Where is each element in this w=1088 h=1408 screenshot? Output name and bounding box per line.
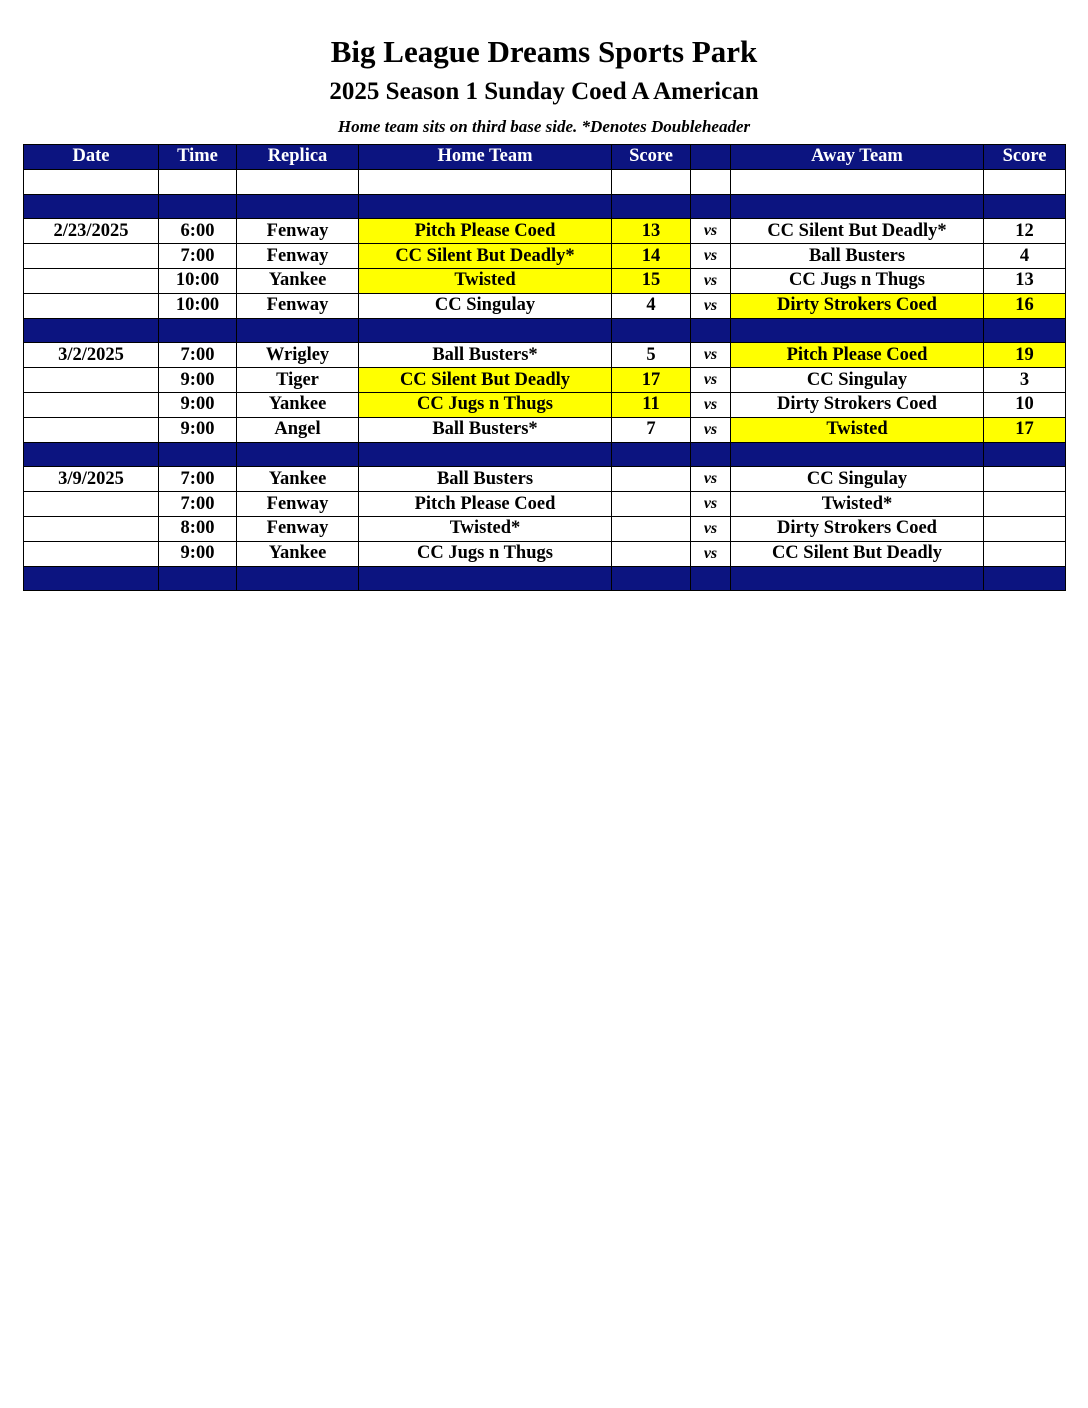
replica-cell: Fenway (237, 293, 359, 318)
away-score-cell: 19 (984, 343, 1066, 368)
empty-cell (691, 169, 731, 194)
home-team-cell: Ball Busters* (359, 417, 612, 442)
home-score-cell (612, 541, 691, 566)
away-score-cell (984, 492, 1066, 517)
game-row (24, 516, 1066, 541)
page-subtitle: 2025 Season 1 Sunday Coed A American (329, 78, 759, 105)
vs-label: vs (691, 343, 731, 368)
home-team-cell: Ball Busters* (359, 343, 612, 368)
vs-label: vs (691, 219, 731, 244)
replica-cell: Fenway (237, 516, 359, 541)
separator-row (24, 566, 1066, 591)
vs-label: vs (691, 516, 731, 541)
empty-cell (984, 169, 1066, 194)
away-team-cell: Ball Busters (731, 244, 984, 269)
empty-cell (159, 442, 237, 467)
away-team-cell: CC Jugs n Thugs (731, 268, 984, 293)
home-score-cell: 17 (612, 368, 691, 393)
empty-cell (359, 169, 612, 194)
home-team-cell: Ball Busters (359, 467, 612, 492)
empty-cell (237, 194, 359, 219)
column-header-date: Date (24, 145, 159, 170)
empty-cell (24, 318, 159, 343)
empty-cell (731, 194, 984, 219)
date-cell: 3/2/2025 (24, 343, 159, 368)
empty-cell (612, 194, 691, 219)
home-score-cell: 11 (612, 392, 691, 417)
separator-row (24, 194, 1066, 219)
empty-cell (237, 566, 359, 591)
home-team-cell: Twisted* (359, 516, 612, 541)
away-team-cell: Pitch Please Coed (731, 343, 984, 368)
home-score-cell (612, 467, 691, 492)
away-team-cell: CC Singulay (731, 467, 984, 492)
home-team-cell: CC Jugs n Thugs (359, 541, 612, 566)
empty-cell (612, 566, 691, 591)
away-score-cell: 10 (984, 392, 1066, 417)
schedule-body (24, 169, 1066, 591)
vs-label: vs (691, 368, 731, 393)
game-row (24, 467, 1066, 492)
replica-cell: Fenway (237, 244, 359, 269)
empty-cell (237, 169, 359, 194)
vs-label: vs (691, 417, 731, 442)
away-team-cell: Dirty Strokers Coed (731, 293, 984, 318)
column-header-replica: Replica (237, 145, 359, 170)
away-score-cell (984, 467, 1066, 492)
empty-cell (159, 566, 237, 591)
time-cell: 9:00 (159, 417, 237, 442)
date-cell (24, 368, 159, 393)
home-team-cell: CC Silent But Deadly (359, 368, 612, 393)
away-score-cell (984, 541, 1066, 566)
empty-cell (691, 318, 731, 343)
empty-cell (691, 442, 731, 467)
home-team-cell: CC Jugs n Thugs (359, 392, 612, 417)
away-score-cell: 12 (984, 219, 1066, 244)
replica-cell: Yankee (237, 541, 359, 566)
game-row (24, 343, 1066, 368)
blank-row (24, 169, 1066, 194)
away-team-cell: Dirty Strokers Coed (731, 516, 984, 541)
vs-label: vs (691, 268, 731, 293)
time-cell: 7:00 (159, 492, 237, 517)
column-header-away-score: Score (984, 145, 1066, 170)
away-team-cell: Twisted (731, 417, 984, 442)
empty-cell (731, 442, 984, 467)
empty-cell (359, 442, 612, 467)
separator-row (24, 442, 1066, 467)
time-cell: 10:00 (159, 268, 237, 293)
date-cell: 3/9/2025 (24, 467, 159, 492)
home-team-cell: CC Silent But Deadly* (359, 244, 612, 269)
away-team-cell: Twisted* (731, 492, 984, 517)
home-score-cell: 13 (612, 219, 691, 244)
empty-cell (24, 566, 159, 591)
home-score-cell: 4 (612, 293, 691, 318)
empty-cell (731, 169, 984, 194)
empty-cell (359, 566, 612, 591)
away-team-cell: CC Singulay (731, 368, 984, 393)
home-score-cell: 15 (612, 268, 691, 293)
home-score-cell (612, 492, 691, 517)
game-row (24, 492, 1066, 517)
empty-cell (691, 194, 731, 219)
game-row (24, 219, 1066, 244)
home-score-cell: 14 (612, 244, 691, 269)
separator-row (24, 318, 1066, 343)
empty-cell (24, 169, 159, 194)
away-score-cell: 13 (984, 268, 1066, 293)
empty-cell (24, 194, 159, 219)
away-score-cell: 4 (984, 244, 1066, 269)
time-cell: 9:00 (159, 541, 237, 566)
replica-cell: Fenway (237, 219, 359, 244)
date-cell (24, 293, 159, 318)
vs-label: vs (691, 293, 731, 318)
empty-cell (159, 194, 237, 219)
time-cell: 10:00 (159, 293, 237, 318)
home-score-cell: 5 (612, 343, 691, 368)
replica-cell: Tiger (237, 368, 359, 393)
replica-cell: Yankee (237, 467, 359, 492)
game-row (24, 541, 1066, 566)
column-header-away-team: Away Team (731, 145, 984, 170)
date-cell (24, 541, 159, 566)
empty-cell (359, 318, 612, 343)
away-score-cell (984, 516, 1066, 541)
vs-label: vs (691, 392, 731, 417)
away-team-cell: Dirty Strokers Coed (731, 392, 984, 417)
home-team-cell: Pitch Please Coed (359, 219, 612, 244)
empty-cell (612, 442, 691, 467)
date-cell (24, 244, 159, 269)
replica-cell: Angel (237, 417, 359, 442)
home-team-cell: Twisted (359, 268, 612, 293)
empty-cell (237, 318, 359, 343)
empty-cell (24, 442, 159, 467)
empty-cell (237, 442, 359, 467)
time-cell: 9:00 (159, 368, 237, 393)
away-team-cell: CC Silent But Deadly* (731, 219, 984, 244)
time-cell: 8:00 (159, 516, 237, 541)
away-score-cell: 3 (984, 368, 1066, 393)
game-row (24, 293, 1066, 318)
header-row (24, 145, 1066, 170)
home-team-cell: CC Singulay (359, 293, 612, 318)
home-score-cell (612, 516, 691, 541)
home-score-cell: 7 (612, 417, 691, 442)
time-cell: 7:00 (159, 467, 237, 492)
away-team-cell: CC Silent But Deadly (731, 541, 984, 566)
home-team-cell: Pitch Please Coed (359, 492, 612, 517)
vs-label: vs (691, 467, 731, 492)
vs-label: vs (691, 541, 731, 566)
empty-cell (359, 194, 612, 219)
vs-label: vs (691, 244, 731, 269)
replica-cell: Fenway (237, 492, 359, 517)
schedule-table (23, 144, 1066, 591)
time-cell: 7:00 (159, 343, 237, 368)
empty-cell (984, 442, 1066, 467)
date-cell (24, 516, 159, 541)
replica-cell: Wrigley (237, 343, 359, 368)
replica-cell: Yankee (237, 268, 359, 293)
vs-label: vs (691, 492, 731, 517)
column-header-vs (691, 145, 731, 170)
away-score-cell: 16 (984, 293, 1066, 318)
empty-cell (984, 566, 1066, 591)
empty-cell (984, 318, 1066, 343)
date-cell (24, 492, 159, 517)
away-score-cell: 17 (984, 417, 1066, 442)
game-row (24, 268, 1066, 293)
empty-cell (612, 318, 691, 343)
date-cell (24, 268, 159, 293)
empty-cell (159, 318, 237, 343)
empty-cell (731, 318, 984, 343)
empty-cell (731, 566, 984, 591)
empty-cell (159, 169, 237, 194)
empty-cell (612, 169, 691, 194)
schedule-note: Home team sits on third base side. *Denotes Doubleheader (337, 117, 751, 136)
game-row (24, 417, 1066, 442)
replica-cell: Yankee (237, 392, 359, 417)
empty-cell (691, 566, 731, 591)
game-row (24, 392, 1066, 417)
column-header-home-team: Home Team (359, 145, 612, 170)
empty-cell (984, 194, 1066, 219)
column-header-home-score: Score (612, 145, 691, 170)
column-header-time: Time (159, 145, 237, 170)
date-cell (24, 392, 159, 417)
time-cell: 6:00 (159, 219, 237, 244)
game-row (24, 244, 1066, 269)
date-cell: 2/23/2025 (24, 219, 159, 244)
time-cell: 7:00 (159, 244, 237, 269)
page-title: Big League Dreams Sports Park (330, 34, 758, 69)
date-cell (24, 417, 159, 442)
game-row (24, 368, 1066, 393)
time-cell: 9:00 (159, 392, 237, 417)
